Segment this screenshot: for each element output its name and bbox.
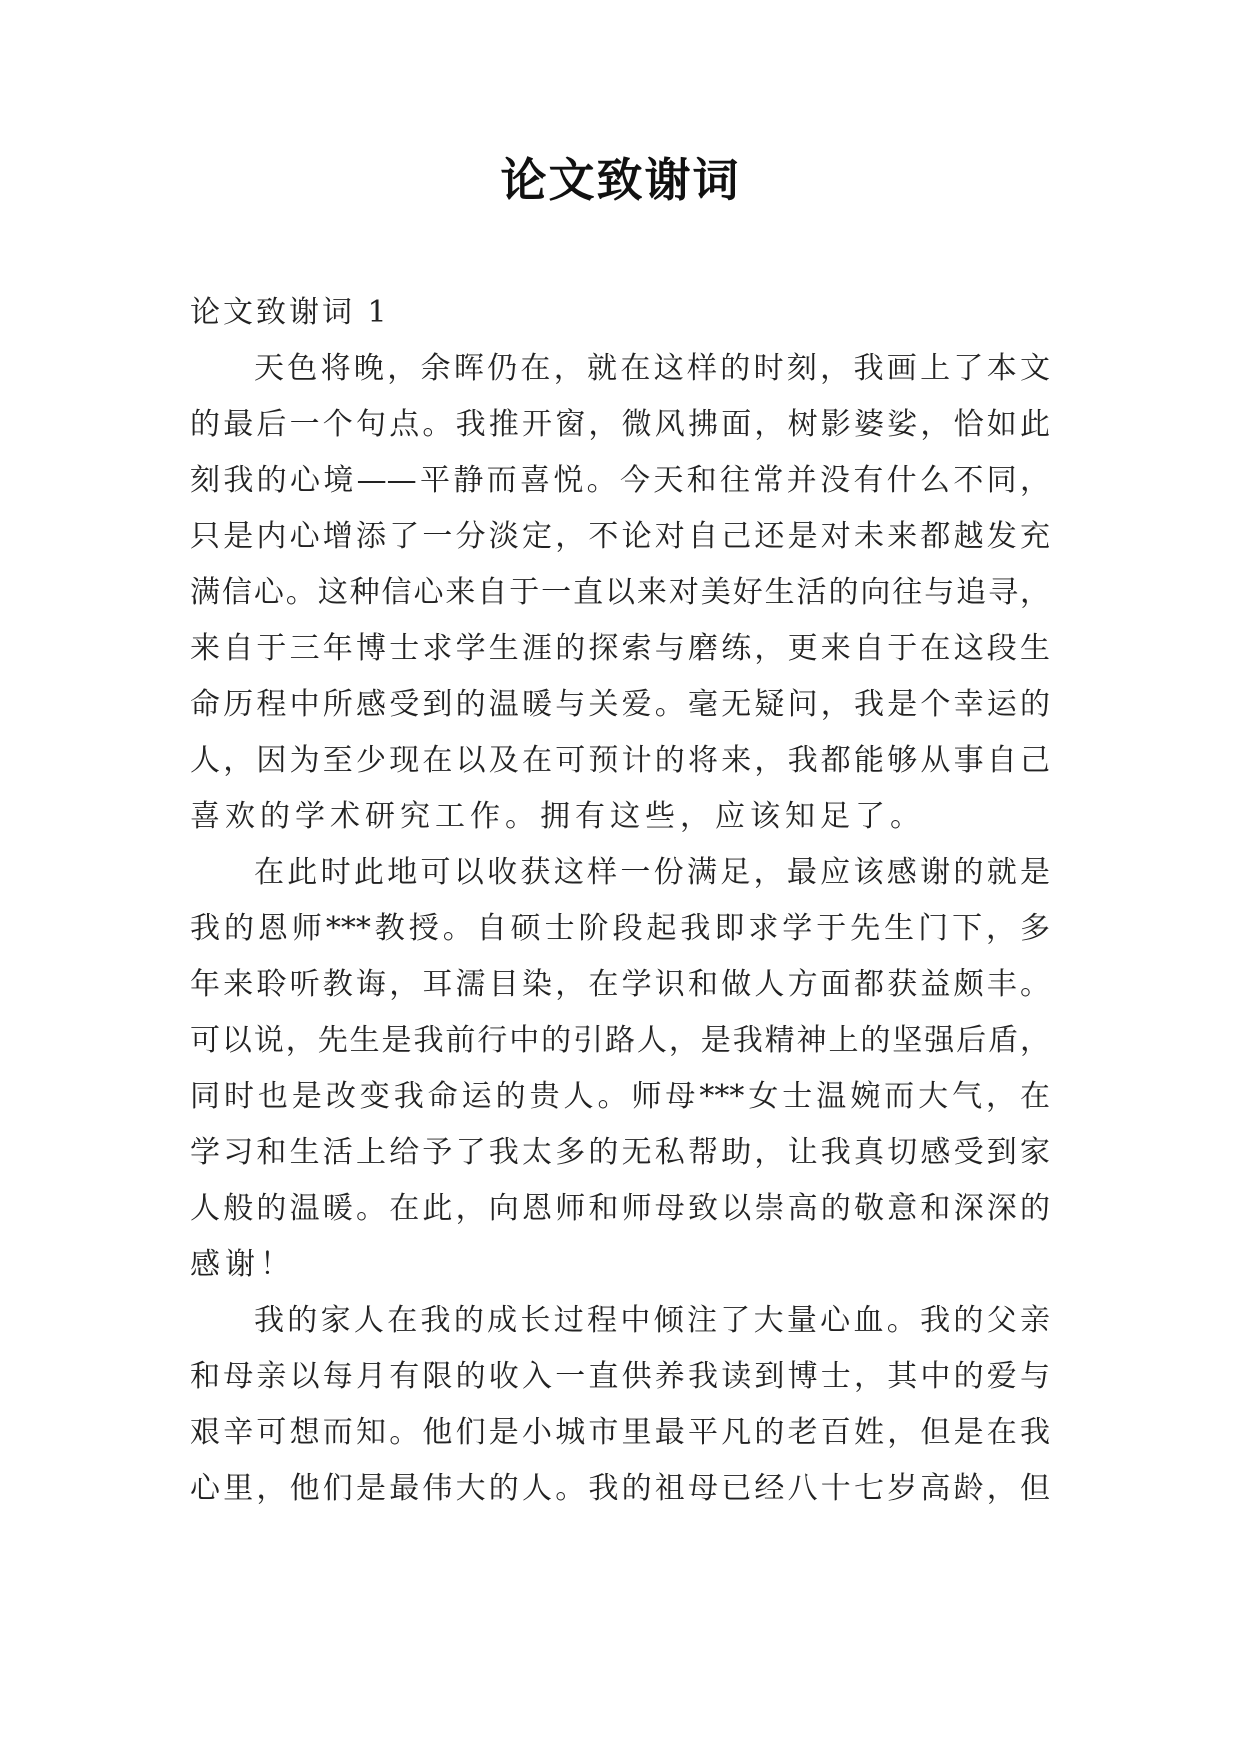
paragraph	[190, 341, 1050, 845]
paragraph-line: 天色将晚，余晖仍在，就在这样的时刻，我画上了本文	[254, 351, 1050, 386]
paragraph-line: 喜欢的学术研究工作。拥有这些，应该知足了。	[190, 799, 925, 834]
paragraph-line: 心里，他们是最伟大的人。我的祖母已经八十七岁高龄，但	[190, 1471, 1050, 1506]
paragraph-line: 我的恩师***教授。自硕士阶段起我即求学于先生门下，多	[190, 911, 1050, 946]
paragraph-line: 年来聆听教诲，耳濡目染，在学识和做人方面都获益颇丰。	[190, 967, 1050, 1002]
paragraph-line: 同时也是改变我命运的贵人。师母***女士温婉而大气，在	[190, 1079, 1050, 1114]
paragraph	[190, 1293, 1050, 1517]
paragraph-line: 的最后一个句点。我推开窗，微风拂面，树影婆娑，恰如此	[190, 407, 1050, 442]
paragraph-line: 学习和生活上给予了我太多的无私帮助，让我真切感受到家	[190, 1135, 1050, 1170]
paragraph-line: 刻我的心境——平静而喜悦。今天和往常并没有什么不同，	[190, 463, 1050, 498]
paragraph-line: 艰辛可想而知。他们是小城市里最平凡的老百姓，但是在我	[190, 1415, 1050, 1450]
document-title: 论文致谢词	[500, 153, 741, 207]
section-heading: 论文致谢词 1	[190, 295, 390, 330]
paragraph-line: 在此时此地可以收获这样一份满足，最应该感谢的就是	[254, 855, 1050, 890]
paragraph-line: 只是内心增添了一分淡定，不论对自己还是对未来都越发充	[190, 519, 1050, 554]
document-body	[190, 285, 1050, 1517]
paragraph-line: 人，因为至少现在以及在可预计的将来，我都能够从事自己	[190, 743, 1050, 778]
paragraph-line: 人般的温暖。在此，向恩师和师母致以崇高的敬意和深深的	[190, 1191, 1050, 1226]
paragraph-line: 我的家人在我的成长过程中倾注了大量心血。我的父亲	[254, 1303, 1050, 1338]
paragraph-line: 感谢！	[190, 1247, 295, 1282]
paragraph-line: 满信心。这种信心来自于一直以来对美好生活的向往与追寻，	[190, 575, 1050, 610]
paragraph-line: 可以说，先生是我前行中的引路人，是我精神上的坚强后盾，	[190, 1023, 1050, 1058]
paragraph-line: 和母亲以每月有限的收入一直供养我读到博士，其中的爱与	[190, 1359, 1050, 1394]
paragraph-line: 命历程中所感受到的温暖与关爱。毫无疑问，我是个幸运的	[190, 687, 1050, 722]
paragraph	[190, 845, 1050, 1293]
paragraph-line: 来自于三年博士求学生涯的探索与磨练，更来自于在这段生	[190, 631, 1050, 666]
